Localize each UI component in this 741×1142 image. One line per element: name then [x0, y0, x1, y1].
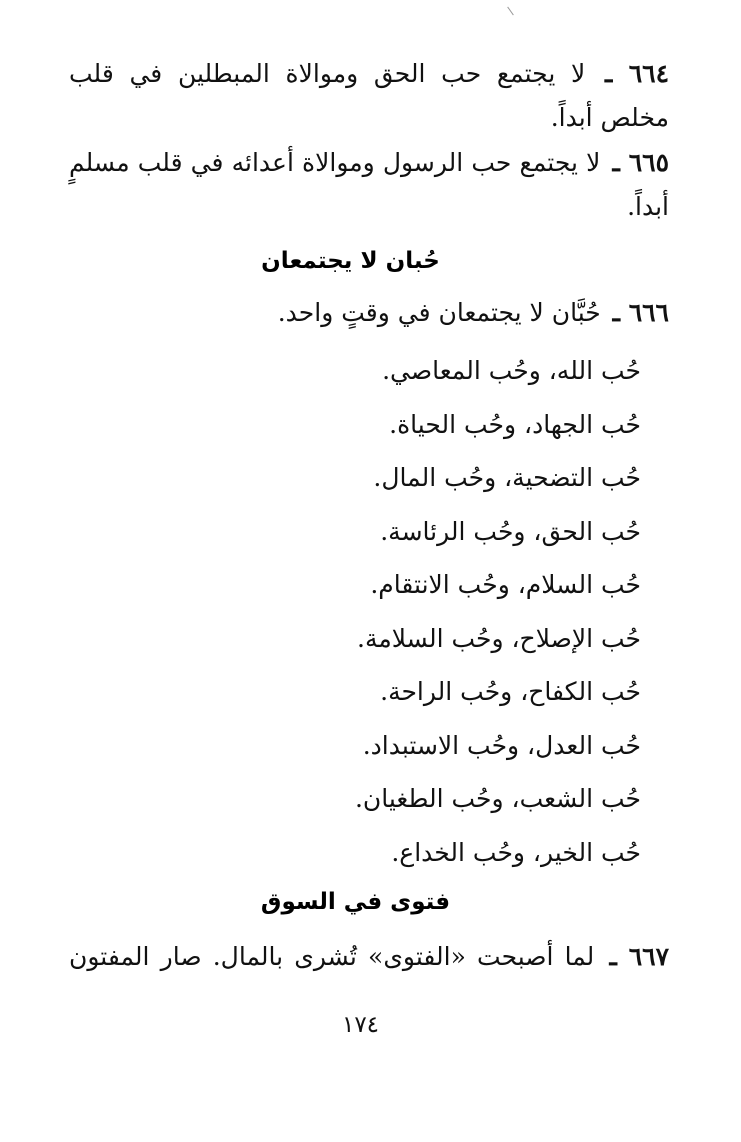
- entry-text: لا يجتمع حب الرسول وموالاة أعدائه في قلب مسلمٍ أبداً.: [69, 148, 669, 221]
- scan-mark: [507, 7, 514, 16]
- entry-text: لا يجتمع حب الحق وموالاة المبطلين في قلب مخلص أبداً.: [69, 59, 669, 132]
- list-item: حُب السلام، وحُب الانتقام.: [370, 570, 641, 599]
- list-item: حُب الحق، وحُب الرئاسة.: [380, 516, 641, 546]
- entry-text: حُبَّان لا يجتمعان في وقتٍ واحد.: [277, 298, 601, 327]
- entry-667: [69, 935, 669, 979]
- list-item: حُب العدل، وحُب الاستبداد.: [362, 730, 641, 760]
- list-item: حُب الخير، وحُب الخداع.: [391, 837, 641, 867]
- list-item: حُب الكفاح، وحُب الراحة.: [380, 677, 641, 706]
- pairs-list: [281, 344, 641, 879]
- list-item: حُب الشعب، وحُب الطغيان.: [354, 784, 641, 813]
- page-number: ١٧٤: [341, 1012, 380, 1038]
- list-item: حُب التضحية، وحُب المال.: [373, 463, 641, 492]
- entry-665: [69, 141, 669, 229]
- section-heading: فتوى في السوق: [260, 889, 451, 915]
- entry-number: ٦٦٥ ـ: [612, 148, 670, 177]
- entry-number: ٦٦٧ ـ: [609, 942, 670, 971]
- list-item: حُب الله، وحُب المعاصي.: [382, 356, 641, 385]
- entry-664: [69, 52, 669, 140]
- entry-number: ٦٦٦ ـ: [612, 298, 669, 327]
- list-item: حُب الجهاد، وحُب الحياة.: [389, 409, 641, 439]
- entry-text: لما أصبحت «الفتوى» تُشرى بالمال. صار المفتون: [69, 942, 595, 971]
- list-item: حُب الإصلاح، وحُب السلامة.: [357, 623, 641, 653]
- section-heading: حُبان لا يجتمعان: [261, 248, 440, 274]
- entry-number: ٦٦٤ ـ: [604, 59, 670, 88]
- entry-666: [69, 291, 669, 335]
